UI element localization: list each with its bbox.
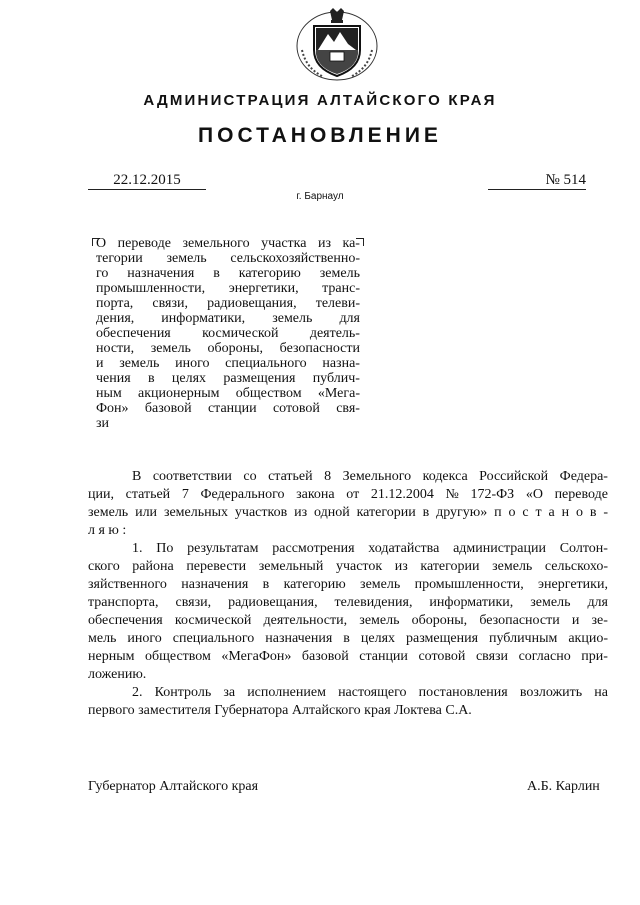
body-line: земель или земельных участков из одной категории в другую» п о с т а н о в - bbox=[88, 505, 608, 520]
subject-line: промышленности, энергетики, транс- bbox=[96, 281, 360, 296]
body-line: ложению. bbox=[88, 667, 147, 682]
body-line: 2. Контроль за исполнением настоящего постановления возложить на bbox=[132, 685, 608, 700]
body-line: л я ю : bbox=[88, 523, 127, 538]
document-date: 22.12.2015 bbox=[88, 172, 206, 190]
body-line: ского района перевести земельный участок из категории земель сельскохо- bbox=[88, 559, 608, 574]
document-number: № 514 bbox=[488, 172, 586, 190]
body-line: зяйственного назначения в категорию земель промышленности, энергетики, bbox=[88, 577, 608, 592]
body-line: ции, статьей 7 Федерального закона от 21.12.2004 № 172-ФЗ «О переводе bbox=[88, 487, 608, 502]
altai-coat-of-arms-icon bbox=[292, 4, 382, 84]
subject-line: дения, информатики, земель для bbox=[96, 311, 360, 326]
organization-name: АДМИНИСТРАЦИЯ АЛТАЙСКОГО КРАЯ bbox=[143, 92, 497, 109]
signatory-name: А.Б. Карлин bbox=[527, 779, 600, 794]
body-line: обеспечения космической деятельности, земель обороны, безопасности и зе- bbox=[88, 613, 608, 628]
subject-line: и земель иного специального назна- bbox=[96, 356, 360, 371]
subject-line: го назначения в категорию земель bbox=[96, 266, 360, 281]
body-line: транспорта, связи, радиовещания, телевидения, информатики, земель для bbox=[88, 595, 608, 610]
subject-line: зи bbox=[96, 416, 110, 431]
document-type: ПОСТАНОВЛЕНИЕ bbox=[198, 124, 442, 147]
document-subject bbox=[96, 236, 360, 431]
signatory-title: Губернатор Алтайского края bbox=[88, 779, 259, 794]
subject-line: Фон» базовой станции сотовой свя- bbox=[96, 401, 360, 416]
body-line: мель иного специального назначения в целях размещения публичным акцио- bbox=[88, 631, 608, 646]
document-city: г. Барнаул bbox=[296, 191, 344, 202]
body-line: 1. По результатам рассмотрения ходатайства администрации Солтон- bbox=[132, 541, 608, 556]
body-line: первого заместителя Губернатора Алтайского края Локтева С.А. bbox=[88, 703, 472, 718]
body-line: нерным обществом «МегаФон» базовой станции сотовой связи согласно при- bbox=[88, 649, 608, 664]
subject-line: ным акционерным обществом «Мега- bbox=[96, 386, 360, 401]
document-body bbox=[88, 468, 608, 720]
subject-line: тегории земель сельскохозяйственно- bbox=[96, 251, 360, 266]
subject-line: ности, земель обороны, безопасности bbox=[96, 341, 360, 356]
subject-line: О переводе земельного участка из ка- bbox=[96, 236, 360, 251]
subject-line: чения в целях размещения публич- bbox=[96, 371, 360, 386]
body-line: В соответствии со статьей 8 Земельного кодекса Российской Федера- bbox=[132, 469, 608, 484]
subject-line: обеспечения космической деятель- bbox=[96, 326, 360, 341]
subject-line: порта, связи, радиовещания, телеви- bbox=[96, 296, 360, 311]
